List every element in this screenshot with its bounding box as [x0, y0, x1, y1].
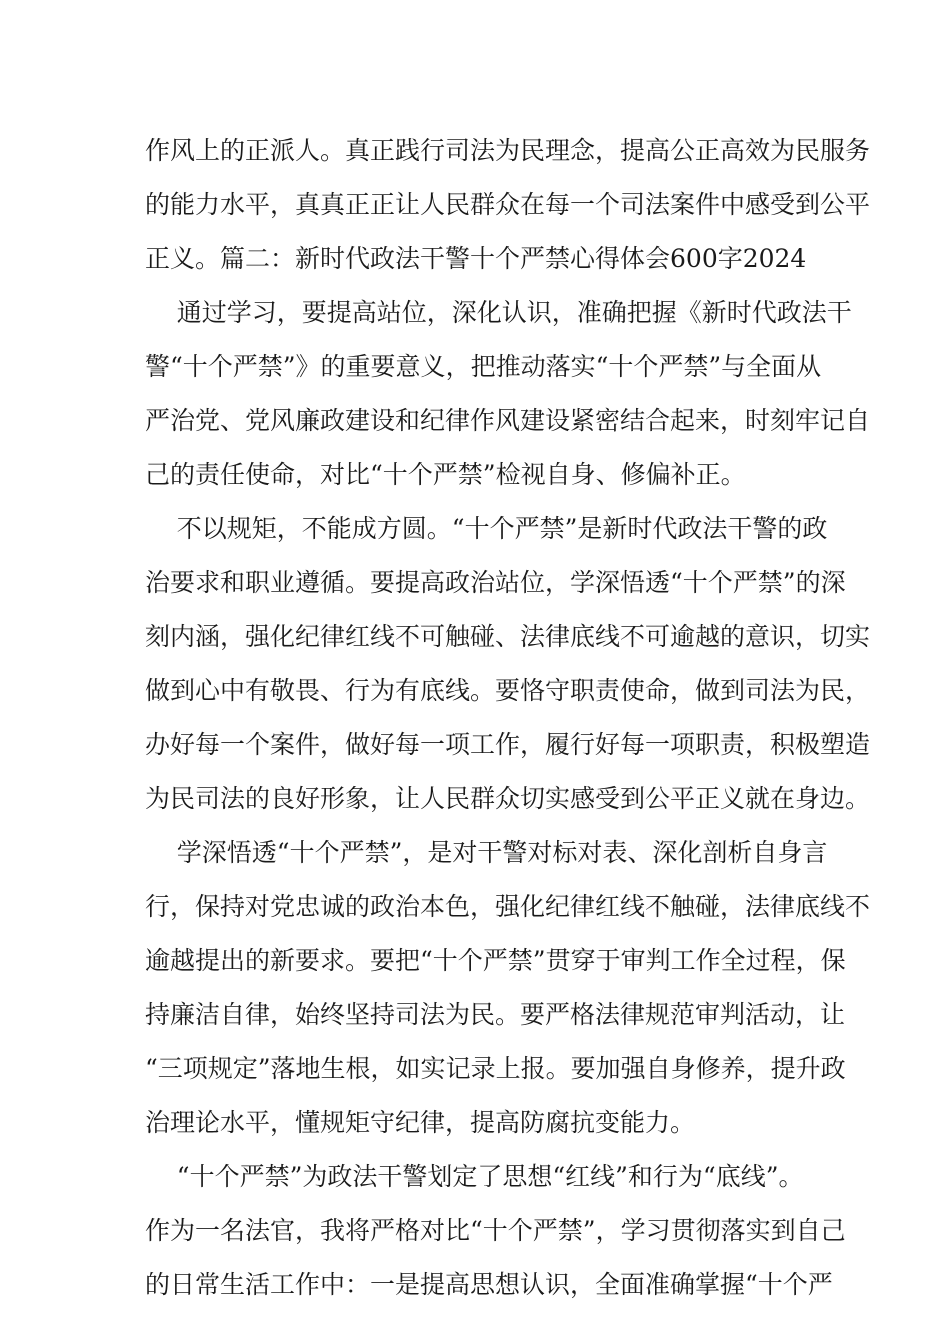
text-line: 治要求和职业遵循。要提高政治站位，学深悟透“十个严禁”的深	[145, 568, 846, 597]
text-line: 刻内涵，强化纪律红线不可触碰、法律底线不可逾越的意识，切实	[145, 622, 871, 651]
text-line: 治理论水平，懂规矩守纪律，提高防腐抗变能力。	[145, 1108, 696, 1137]
text-line: 通过学习，要提高站位，深化认识，准确把握《新时代政法干	[145, 298, 852, 327]
text-line: 作为一名法官，我将严格对比“十个严禁”，学习贯彻落实到自己	[145, 1216, 846, 1245]
text-line: 警“十个严禁”》的重要意义，把推动落实“十个严禁”与全面从	[145, 352, 822, 381]
text-line: 严治党、党风廉政建设和纪律作风建设紧密结合起来，时刻牢记自	[145, 406, 871, 435]
text-line: 行，保持对党忠诚的政治本色，强化纪律红线不触碰，法律底线不	[145, 892, 871, 921]
text-line: 正义。篇二：新时代政法干警十个严禁心得体会600字2024	[145, 244, 807, 273]
text-line: “三项规定”落地生根，如实记录上报。要加强自身修养，提升政	[145, 1054, 846, 1083]
text-line: 己的责任使命，对比“十个严禁”检视自身、修偏补正。	[145, 460, 746, 489]
text-line: 持廉洁自律，始终坚持司法为民。要严格法律规范审判活动，让	[145, 1000, 846, 1029]
text-line: 为民司法的良好形象，让人民群众切实感受到公平正义就在身边。	[145, 784, 871, 813]
text-line: 学深悟透“十个严禁”，是对干警对标对表、深化剖析自身言	[145, 838, 828, 867]
text-line: 逾越提出的新要求。要把“十个严禁”贯穿于审判工作全过程，保	[145, 946, 846, 975]
text-line: 作风上的正派人。真正践行司法为民理念，提高公正高效为民服务	[145, 136, 871, 165]
text-line: 的日常生活工作中：一是提高思想认识，全面准确掌握“十个严	[145, 1270, 833, 1299]
text-line: 做到心中有敬畏、行为有底线。要恪守职责使命，做到司法为民，	[145, 676, 871, 705]
text-line: 不以规矩，不能成方圆。“十个严禁”是新时代政法干警的政	[145, 514, 828, 543]
body-text	[145, 124, 871, 1312]
text-line: 的能力水平，真真正正让人民群众在每一个司法案件中感受到公平	[145, 190, 871, 219]
text-line: “十个严禁”为政法干警划定了思想“红线”和行为“底线”。	[145, 1162, 804, 1191]
text-line: 办好每一个案件，做好每一项工作，履行好每一项职责，积极塑造	[145, 730, 871, 759]
